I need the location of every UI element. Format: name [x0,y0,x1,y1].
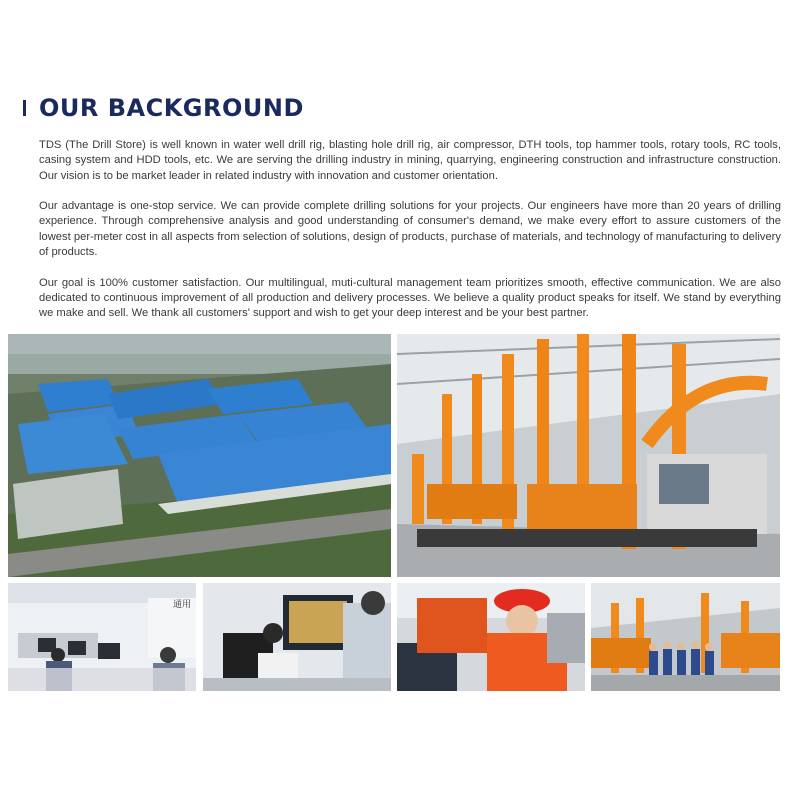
office-workers-photo [8,583,196,691]
team-drill-rigs-photo [591,583,780,691]
page-title: OUR BACKGROUND [39,94,304,122]
aerial-factory-photo [8,334,391,577]
microscope-lab-photo [203,583,391,691]
drill-rigs-factory-photo [397,334,780,577]
engineer-hardhat-photo [397,583,585,691]
background-text [39,138,781,337]
paragraph-advantage: Our advantage is one-stop service. We can provide complete drilling solutions for your projects. Our engineers have more than 20 years of drilling experience. Through comprehensive analysis and good understanding of consumer's demand, we make every effort to assure customers of the lowest per-meter cost in all aspects from selection of solutions, design of products, purchase of materials, and technology of manufacturing to delivery of products. [39,200,781,259]
title-accent-bar [23,100,26,116]
paragraph-intro: TDS (The Drill Store) is well known in water well drill rig, blasting hole drill rig, air compressor, DTH tools, top hammer tools, rotary tools, RC tools, casing system and HDD tools, etc. We are serving the drilling industry in mining, quarrying, engineering construction and infrastructure construction. Our vision is to be market leader in related industry with innovation and customer orientation. [39,139,781,182]
office-sign-text: 通用 [173,600,192,610]
paragraph-goal: Our goal is 100% customer satisfaction. Our multilingual, muti-cultural management team prioritizes smooth, effective communication. We are also dedicated to continuous improvement of all production and delivery processes. We believe a quality product speaks for itself. We stand by everything we make and sell. We thank all customers' support and wish to get your deep interest and be your best partner. [39,276,781,320]
